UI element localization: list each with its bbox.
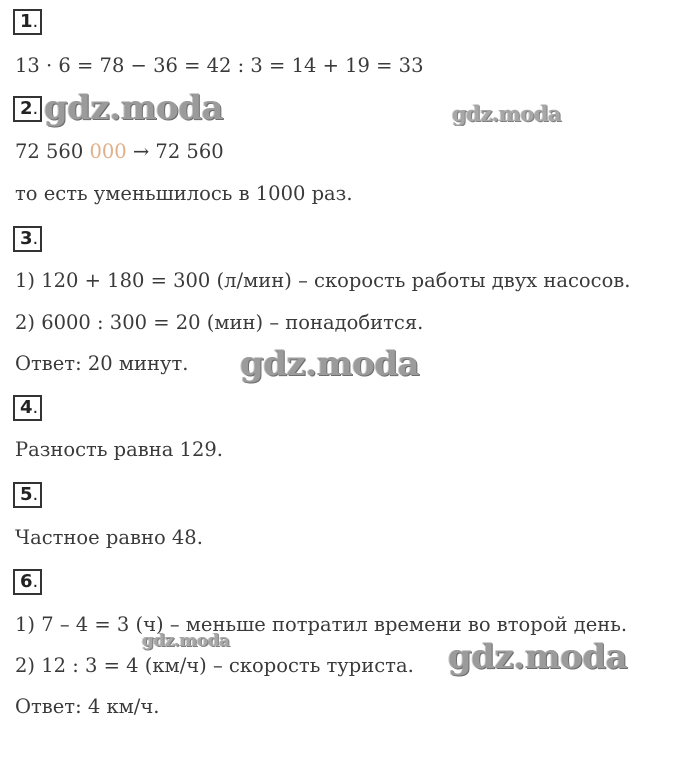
task-3-answer: Ответ: 20 минут. [15,352,189,375]
watermark-logo: gdz.moda [452,101,562,126]
task-3-line-2: 2) 6000 : 300 = 20 (мин) – понадобится. [15,311,424,334]
task-2-number-text: 2 [20,98,33,119]
task-3-number: 3. [13,226,42,252]
task-1-number-text: 1 [20,11,33,32]
task-6-number: 6. [13,569,42,595]
task-6-line-2: 2) 12 : 3 = 4 (км/ч) – скорость туриста. [15,654,414,677]
task-2-number-after: → 72 560 [126,140,224,163]
task-4-line-1: Разность равна 129. [15,438,223,461]
task-4-number: 4. [13,395,42,421]
task-2-number-before: 72 560 [15,140,90,163]
task-1-number: 1. [13,9,42,35]
watermark-logo: gdz.moda [44,88,224,128]
task-3-number-text: 3 [20,228,33,249]
task-1-line-1: 13 · 6 = 78 − 36 = 42 : 3 = 14 + 19 = 33 [15,54,424,77]
task-6-answer: Ответ: 4 км/ч. [15,695,160,718]
task-4-number-text: 4 [20,397,33,418]
task-6-number-text: 6 [20,571,33,592]
task-2-line-2: то есть уменьшилось в 1000 раз. [15,182,353,205]
task-2-number: 2. [13,96,42,122]
task-2-line-1 [15,140,224,164]
task-5-number-text: 5 [20,484,33,505]
watermark-logo: gdz.moda [240,344,420,384]
task-5-line-1: Частное равно 48. [15,526,203,549]
task-2-faded-zeros: 000 [89,140,127,163]
watermark-logo: gdz.moda [448,637,628,677]
task-3-line-1: 1) 120 + 180 = 300 (л/мин) – скорость работы двух насосов. [15,269,631,292]
task-5-number: 5. [13,482,42,508]
task-6-line-1: 1) 7 – 4 = 3 (ч) – меньше потратил времени во второй день. [15,613,628,636]
watermark-logo: gdz.moda [142,631,230,651]
